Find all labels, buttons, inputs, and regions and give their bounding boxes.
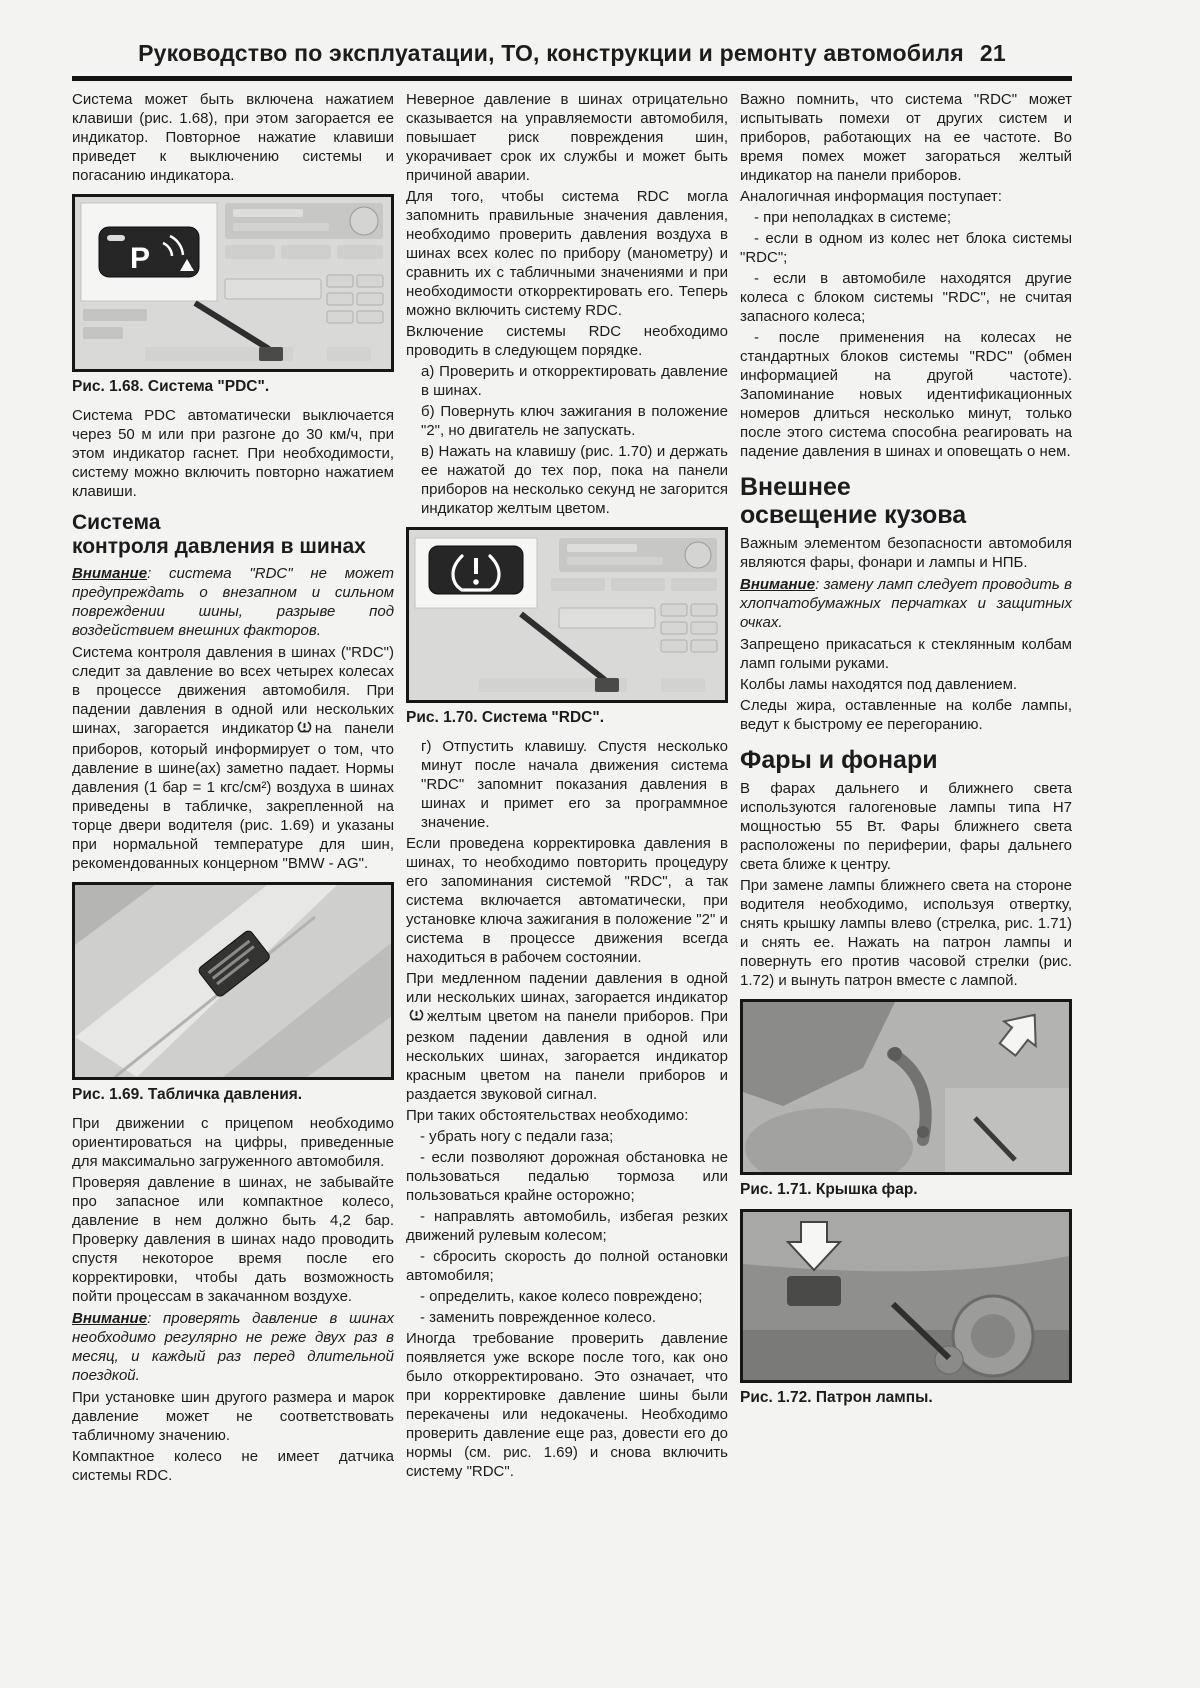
list-item: в) Нажать на клавишу (рис. 1.70) и держать ее нажатой до тех пор, пока на панели приборов на несколько секунд не загорится индикатор желтым цветом. [421, 443, 728, 517]
content-columns [72, 90, 1072, 1487]
figure-1-70 [406, 527, 728, 703]
paragraph: Система PDC автоматически выключается через 50 м или при разгоне до 30 км/ч, при этом индикатор гаснет. При необходимости, систему можно включить повторно нажатием клавиши. [72, 407, 394, 500]
figure-caption: Рис. 1.68. Система "PDC". [72, 378, 270, 395]
paragraph: Система может быть включена нажатием клавиши (рис. 1.68), при этом загорается ее индикатор. Повторное нажатие клавиши приведет к выключению системы и погасанию индикатора. [72, 91, 394, 184]
paragraph: Колбы ламы находятся под давлением. [740, 676, 1018, 693]
paragraph: Следы жира, оставленные на колбе лампы, ведут к быстрому ее перегоранию. [740, 697, 1072, 733]
paragraph: При медленном падении давления в одной или нескольких шинах, загорается индикаторжелтым цветом на панели приборов. При резком падении давления в одной или нескольких шинах, загорается индикатор красным цветом на панели приборов и раздается звуковой сигнал. [406, 970, 728, 1103]
bullet-item: - определить, какое колесо повреждено; [420, 1288, 703, 1305]
paragraph: Аналогичная информация поступает: [740, 188, 1002, 205]
paragraph: Запрещено прикасаться к стеклянным колбам ламп голыми руками. [740, 636, 1072, 672]
svg-text:P: P [130, 242, 151, 275]
bullet-item: - направлять автомобиль, избегая резких движений рулевым колесом; [406, 1208, 728, 1244]
list-item: б) Повернуть ключ зажигания в положение "2", но двигатель не запускать. [421, 403, 728, 439]
column-center [406, 90, 728, 1487]
bullet-item: - если в автомобиле находятся другие колеса с блоком системы "RDC", не считая запасного колеса; [740, 270, 1072, 325]
paragraph: При таких обстоятельствах необходимо: [406, 1107, 689, 1124]
paragraph: При движении с прицепом необходимо ориентироваться на цифры, приведенные для максимально загруженного автомобиля. [72, 1115, 394, 1170]
headlight-cover-photo [743, 1002, 1069, 1172]
bullet-item: - убрать ногу с педали газа; [420, 1128, 614, 1145]
column-left [72, 90, 394, 1487]
paragraph: При установке шин другого размера и марок давление может не соответствовать табличному значению. [72, 1389, 394, 1444]
pdc-button-icon [99, 227, 199, 277]
paragraph: Иногда требование проверить давление появляется уже вскоре после того, как оно было откорректировано. Это означает, что при корректировке давление шины были перекачены или недокачены. Необходимо проверить давление еще раз, довести его до нормы (см. рис. 1.69) и снова включить систему "RDC". [406, 1330, 728, 1480]
rdc-dashboard-photo [409, 530, 725, 700]
figure-1-69 [72, 882, 394, 1080]
section-heading: Фары и фонари [740, 746, 938, 774]
list-item: г) Отпустить клавишу. Спустя несколько минут после начала движения система "RDC" запомнит показания давления в шинах и примет его за программное значение. [421, 738, 728, 831]
tire-pressure-indicator-icon [409, 1008, 424, 1028]
bullet-item: - если в одном из колес нет блока системы "RDC"; [740, 230, 1072, 266]
paragraph: Важно помнить, что система "RDC" может испытывать помехи от других систем и приборов, работающих на ее частоте. Во время помех может загораться желтый индикатор на панели приборов. [740, 91, 1072, 184]
paragraph: В фарах дальнего и ближнего света используются галогеновые лампы типа Н7 мощностью 55 Вт. Фары ближнего света расположены по периферии, фары дальнего света ближе к центру. [740, 780, 1072, 873]
figure-1-72 [740, 1209, 1072, 1383]
paragraph: Проверяя давление в шинах, не забывайте про запасное или компактное колесо, давление в нем должно быть 4,2 бар. Проверку давления в шинах надо проводить спустя некоторое время после его корректировки, чтобы дать возможность пойти процессам в закачанном воздухе. [72, 1174, 394, 1305]
section-heading: Внешнее освещение кузова [740, 473, 967, 529]
figure-1-71 [740, 999, 1072, 1175]
tire-pressure-indicator-icon [297, 720, 312, 740]
paragraph: Неверное давление в шинах отрицательно сказывается на управляемости автомобиля, повышает риск повреждения шин, укорачивает срок их службы и может быть причиной аварии. [406, 91, 728, 184]
page-number: 21 [979, 40, 1006, 66]
bullet-item: - если позволяют дорожная обстановка не пользоваться педалью тормоза или пользоваться крайне осторожно; [406, 1149, 728, 1204]
figure-caption: Рис. 1.69. Табличка давления. [72, 1086, 303, 1103]
figure-caption: Рис. 1.70. Система "RDC". [406, 709, 605, 726]
warning-note: Внимание: проверять давление в шинах необходимо регулярно не реже двух раз в месяц, и каждый раз перед длительной поездкой. [72, 1310, 394, 1384]
figure-caption: Рис. 1.71. Крышка фар. [740, 1181, 918, 1198]
bullet-item: - при неполадках в системе; [754, 209, 952, 226]
rdc-button-icon [429, 546, 523, 594]
paragraph: Важным элементом безопасности автомобиля являются фары, фонари и лампы и НПБ. [740, 535, 1072, 571]
figure-caption: Рис. 1.72. Патрон лампы. [740, 1389, 933, 1406]
paragraph: Система контроля давления в шинах ("RDC") следит за давление во всех четырех колесах в процессе движения автомобиля. При падении давления в одной или нескольких шинах, загорается индикатор на панели приборов, который информирует о том, что давление в шине(ах) заметно падает. Нормы давления (1 бар = 1 кгс/см²) воздуха в шинах приведены в табличке, закрепленной на торце двери водителя (рис. 1.69) и указаны при нормальной температуре для шин, рекомендованных концерном "BMW - AG". [72, 644, 394, 872]
paragraph: Компактное колесо не имеет датчика системы RDC. [72, 1448, 394, 1484]
paragraph: Включение системы RDC необходимо проводить в следующем порядке. [406, 323, 728, 359]
paragraph: Для того, чтобы система RDC могла запомнить правильные значения давления, необходимо проверить давления воздуха в шинах всех колес по прибору (манометру) и сравнить их с табличными значениями и при необходимости откорректировать его. Теперь можно включить систему RDC. [406, 188, 728, 319]
door-sill-photo [75, 885, 391, 1077]
lamp-socket-photo [743, 1212, 1069, 1380]
section-heading: Система контроля давления в шинах [72, 511, 366, 558]
list-item: а) Проверить и откорректировать давление в шинах. [421, 363, 728, 399]
warning-note: Внимание: система "RDC" не может предупреждать о внезапном и сильном повреждении шины, разрыве под воздействием внешних факторов. [72, 565, 394, 639]
bullet-item: - сбросить скорость до полной остановки автомобиля; [406, 1248, 728, 1284]
paragraph: Если проведена корректировка давления в шинах, то необходимо повторить процедуру его запоминания системой "RDC", а так система включается автоматически, при установке ключа зажигания в положение "2" и система в процессе движения всегда находиться в рабочем состоянии. [406, 835, 728, 966]
page-header [72, 40, 1072, 81]
warning-note: Внимание: замену ламп следует проводить в хлопчатобумажных перчатках и защитных очках. [740, 576, 1072, 631]
pdc-dashboard-photo [75, 197, 391, 369]
paragraph: При замене лампы ближнего света на стороне водителя необходимо, используя отвертку, снять крышку лампы влево (стрелка, рис. 1.71) и снять ее. Нажать на патрон лампы и повернуть его против часовой стрелки (рис. 1.72) и вынуть патрон вместе с лампой. [740, 877, 1072, 989]
bullet-item: - заменить поврежденное колесо. [420, 1309, 657, 1326]
figure-1-68 [72, 194, 394, 372]
page-title: Руководство по эксплуатации, ТО, конструкции и ремонту автомобиля [138, 40, 964, 66]
bullet-item: - после применения на колесах не стандартных блоков системы "RDC" (обмен информацией на другой частоте). Запоминание новых идентификационных номеров длиться несколько минут, только после этого система способна реагировать на падение давления в шинах и оповещать о нем. [740, 329, 1072, 460]
column-right [740, 90, 1072, 1487]
